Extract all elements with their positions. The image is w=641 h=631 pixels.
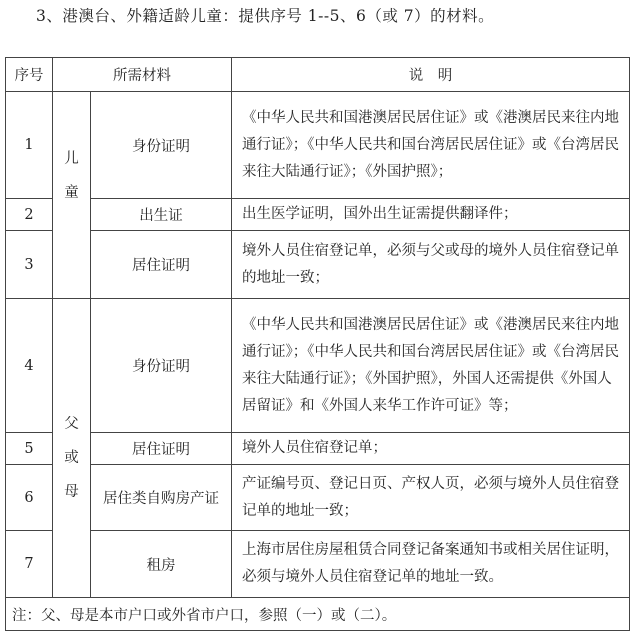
header-no: 序号 (6, 58, 53, 92)
row-desc: 《中华人民共和国港澳居民居住证》或《港澳居民来往内地通行证》；《中华人民共和国台湾居民居住证》或《台湾居民来往大陆通行证》；《外国护照》，外国人还需提供《外国人居留证》和《外国人来华工作许可证》等； (232, 299, 630, 433)
group-parent-char: 或 (64, 450, 79, 466)
row-desc: 产证编号页、登记日页、产权人页，必须与境外人员住宿登记单的地址一致； (232, 465, 630, 531)
header-material: 所需材料 (53, 58, 232, 92)
row-no: 3 (6, 231, 53, 299)
group-child (53, 92, 91, 299)
row-no: 7 (6, 531, 53, 598)
table-header-row (6, 58, 630, 92)
row-material: 居住证明 (91, 231, 232, 299)
row-no: 4 (6, 299, 53, 433)
row-desc: 《中华人民共和国港澳居民居住证》或《港澳居民来往内地通行证》；《中华人民共和国台湾居民居住证》或《台湾居民来往大陆通行证》；《外国护照》； (232, 92, 630, 199)
table-row (6, 465, 630, 531)
group-parent-char: 父 (64, 416, 79, 432)
row-material: 出生证 (91, 199, 232, 231)
row-no: 2 (6, 199, 53, 231)
table-note: 注：父、母是本市户口或外省市户口，参照（一）或（二）。 (6, 598, 630, 631)
row-desc: 境外人员住宿登记单，必须与父或母的境外人员住宿登记单的地址一致； (232, 231, 630, 299)
section-heading: 3、港澳台、外籍适龄儿童：提供序号 1--5、6（或 7）的材料。 (36, 7, 495, 25)
row-material: 租房 (91, 531, 232, 598)
row-desc: 境外人员住宿登记单； (232, 433, 630, 465)
row-material: 身份证明 (91, 92, 232, 199)
group-parent (53, 299, 91, 598)
table-row (6, 433, 630, 465)
table-row (6, 231, 630, 299)
materials-table (5, 57, 630, 631)
table-row (6, 92, 630, 199)
table-row (6, 199, 630, 231)
row-no: 5 (6, 433, 53, 465)
header-desc: 说 明 (232, 58, 630, 92)
table-row (6, 531, 630, 598)
row-no: 1 (6, 92, 53, 199)
row-material: 身份证明 (91, 299, 232, 433)
table-note-row (6, 598, 630, 631)
row-desc: 上海市居住房屋租赁合同登记备案通知书或相关居住证明，必须与境外人员住宿登记单的地址一致。 (232, 531, 630, 598)
table-row (6, 299, 630, 433)
group-parent-char: 母 (64, 484, 79, 500)
row-material: 居住类自购房产证 (91, 465, 232, 531)
row-no: 6 (6, 465, 53, 531)
row-material: 居住证明 (91, 433, 232, 465)
group-child-char: 童 (64, 185, 79, 201)
group-child-char: 儿 (64, 151, 79, 167)
row-desc: 出生医学证明，国外出生证需提供翻译件； (232, 199, 630, 231)
